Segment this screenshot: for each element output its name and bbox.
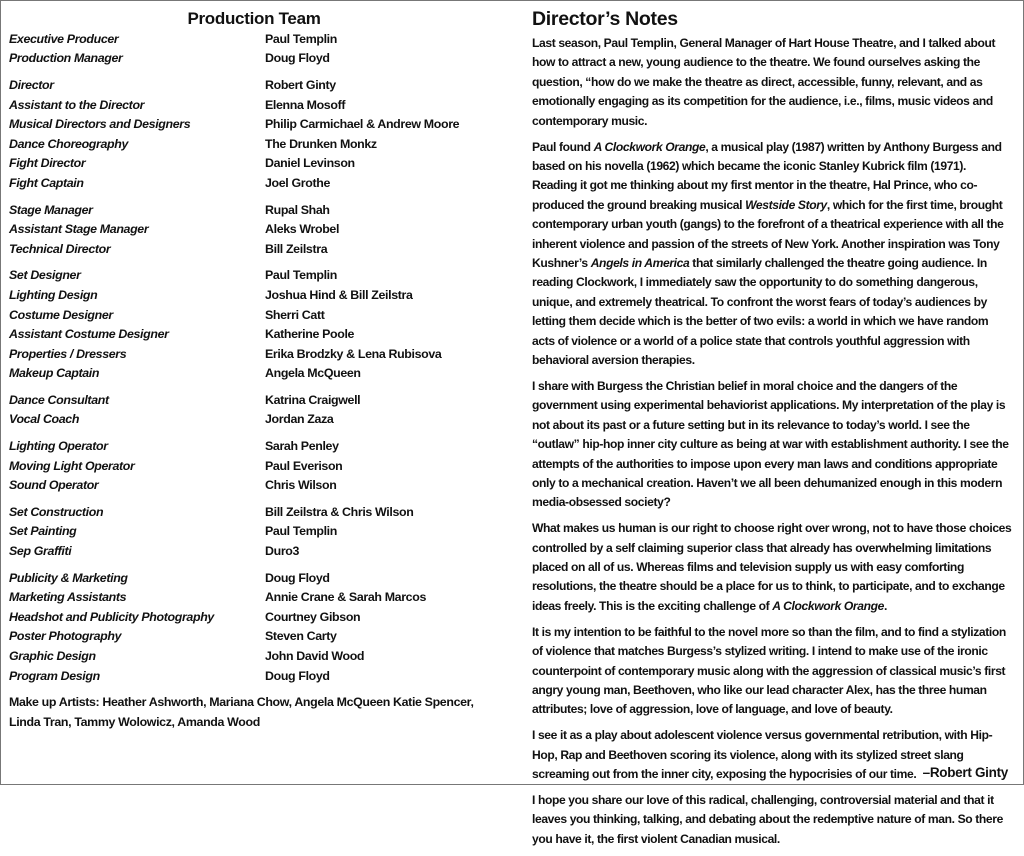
credit-group bbox=[9, 502, 479, 561]
notes-paragraph bbox=[532, 34, 1012, 131]
credit-role: Lighting Operator bbox=[9, 439, 108, 454]
credit-name: Paul Templin bbox=[265, 268, 337, 283]
credit-row bbox=[9, 285, 479, 305]
credit-group bbox=[9, 75, 479, 193]
credit-group bbox=[9, 568, 479, 686]
credit-role: Fight Captain bbox=[9, 175, 84, 190]
credit-role: Costume Designer bbox=[9, 307, 113, 322]
text-run: I hope you share our love of this radical, challenging, controversial material and that it leaves you thinking, talking, and debating about the redemptive nature of man. So there you have it, the first violent Canadian musical. bbox=[532, 793, 1003, 846]
credit-name: Bill Zeilstra & Chris Wilson bbox=[265, 504, 414, 519]
credit-name: Paul Templin bbox=[265, 31, 337, 46]
credit-name: Steven Carty bbox=[265, 629, 337, 644]
credit-row bbox=[9, 436, 479, 456]
credit-name: Katrina Craigwell bbox=[265, 392, 361, 407]
credit-name: Daniel Levinson bbox=[265, 156, 355, 171]
credit-role: Set Painting bbox=[9, 524, 77, 539]
credit-name: Duro3 bbox=[265, 544, 300, 559]
credit-row bbox=[9, 541, 479, 561]
text-run: , which for the first time, brought contemporary urban youth (gangs) to the forefront of a theatrical experience with all the inherent violence and passion of the streets of New York. Another inspiration was Tony Kushner’s bbox=[532, 197, 1004, 270]
credit-role: Set Designer bbox=[9, 268, 81, 283]
credit-role: Poster Photography bbox=[9, 629, 122, 644]
credit-role: Dance Consultant bbox=[9, 392, 109, 407]
credit-row bbox=[9, 587, 479, 607]
notes-paragraph bbox=[532, 519, 1012, 616]
credit-row bbox=[9, 134, 479, 154]
credit-name: Elenna Mosoff bbox=[265, 97, 346, 112]
credit-role: Headshot and Publicity Photography bbox=[9, 609, 214, 624]
text-run: . bbox=[883, 598, 887, 613]
credit-role: Vocal Coach bbox=[9, 412, 80, 427]
credit-name: John David Wood bbox=[265, 649, 365, 664]
italic-title: A Clockwork Orange bbox=[772, 598, 884, 613]
credit-role: Dance Choreography bbox=[9, 136, 129, 151]
credit-name: Chris Wilson bbox=[265, 478, 337, 493]
credit-role: Director bbox=[9, 77, 54, 92]
credit-row bbox=[9, 344, 479, 364]
credit-row bbox=[9, 173, 479, 193]
credit-name: Paul Templin bbox=[265, 524, 337, 539]
credit-name: Doug Floyd bbox=[265, 668, 330, 683]
credit-name: Angela McQueen bbox=[265, 366, 361, 381]
credit-role: Stage Manager bbox=[9, 202, 93, 217]
credit-name: Doug Floyd bbox=[265, 570, 330, 585]
credit-role: Production Manager bbox=[9, 51, 123, 66]
credit-role: Program Design bbox=[9, 668, 100, 683]
credit-role: Technical Director bbox=[9, 241, 111, 256]
credit-row bbox=[9, 502, 479, 522]
credit-role: Executive Producer bbox=[9, 31, 119, 46]
credit-name: Katherine Poole bbox=[265, 327, 355, 342]
credit-row bbox=[9, 475, 479, 495]
credit-role: Sound Operator bbox=[9, 478, 99, 493]
credit-name: Annie Crane & Sarah Marcos bbox=[265, 590, 426, 605]
text-run: Last season, Paul Templin, General Manager of Hart House Theatre, and I talked about how to attract a new, young audience to the theatre. We found ourselves asking the question, “how do we make the theatre as direct, accessible, funny, relevant, and as emotionally engaging as its competition for the audience, i.e., films, music videos and contemporary music. bbox=[532, 36, 996, 128]
text-run: that similarly challenged the theatre going audience. In reading Clockwork, I immediately saw the opportunity to do something dangerous, unique, and extremely theatrical. To confront the worst fears of today’s audiences by letting them decide which is the better of two evils: a world in which we have random acts of violence or a world of a police state that controls youthful aggression with behavioral aversion therapies. bbox=[532, 255, 989, 367]
directors-notes-body bbox=[532, 34, 1012, 849]
credit-name: Aleks Wrobel bbox=[265, 222, 340, 237]
credit-row bbox=[9, 154, 479, 174]
credit-group bbox=[9, 29, 479, 68]
credit-role: Assistant to the Director bbox=[9, 97, 145, 112]
credit-role: Publicity & Marketing bbox=[9, 570, 128, 585]
credit-row bbox=[9, 114, 479, 134]
credits-list bbox=[9, 29, 479, 685]
credit-role: Lighting Design bbox=[9, 287, 98, 302]
credit-name: Courtney Gibson bbox=[265, 609, 361, 624]
credit-row bbox=[9, 49, 479, 69]
credit-name: Rupal Shah bbox=[265, 202, 330, 217]
credit-row bbox=[9, 324, 479, 344]
text-run: , a musical play (1987) written by Anthony Burgess and based on his novella (1962) which became the iconic Stanley Kubrick film (1971). Reading it got me thinking about my first mentor in the theatre, Hal Prince, who co-produced the ground breaking musical bbox=[532, 139, 1002, 212]
credit-row bbox=[9, 522, 479, 542]
directors-notes-title: Director’s Notes bbox=[532, 8, 678, 30]
notes-paragraph bbox=[532, 623, 1012, 720]
credit-name: Paul Everison bbox=[265, 458, 343, 473]
credit-name: Bill Zeilstra bbox=[265, 241, 328, 256]
notes-paragraph bbox=[532, 791, 1012, 849]
credit-row bbox=[9, 666, 479, 686]
credit-role: Assistant Costume Designer bbox=[9, 327, 169, 342]
production-team-column bbox=[9, 1, 479, 732]
credit-row bbox=[9, 390, 479, 410]
credit-name: Joel Grothe bbox=[265, 175, 331, 190]
credit-row bbox=[9, 305, 479, 325]
credit-name: Sarah Penley bbox=[265, 439, 339, 454]
credit-name: Robert Ginty bbox=[265, 77, 336, 92]
credit-role: Makeup Captain bbox=[9, 366, 100, 381]
credit-group bbox=[9, 266, 479, 384]
credit-role: Sep Graffiti bbox=[9, 544, 72, 559]
credit-name: Joshua Hind & Bill Zeilstra bbox=[265, 287, 413, 302]
credit-name: Doug Floyd bbox=[265, 51, 330, 66]
credit-group bbox=[9, 436, 479, 495]
credit-role: Set Construction bbox=[9, 504, 104, 519]
credit-row bbox=[9, 29, 479, 49]
credit-row bbox=[9, 75, 479, 95]
credit-role: Moving Light Operator bbox=[9, 458, 135, 473]
credit-name: Philip Carmichael & Andrew Moore bbox=[265, 117, 460, 132]
signature: –Robert Ginty bbox=[922, 765, 1008, 780]
credit-row bbox=[9, 410, 479, 430]
credit-name: Jordan Zaza bbox=[265, 412, 334, 427]
credit-row bbox=[9, 646, 479, 666]
text-run: I share with Burgess the Christian belief in moral choice and the dangers of the government using experimental behaviorist applications. My interpretation of the play is not about its past or a future setting but in its relevance to today’s world. I see the “outlaw” hip-hop inner city culture as being at war with establishment authority. I see the attempts of the authorities to impose upon every man laws and conditions appropriate only to a mechanical creation. Haven’t we all been dehumanized enough in this modern media-obsessed society? bbox=[532, 378, 1009, 510]
credit-row bbox=[9, 456, 479, 476]
credit-row bbox=[9, 568, 479, 588]
credit-role: Marketing Assistants bbox=[9, 590, 127, 605]
text-run: I see it as a play about adolescent violence versus governmental retribution, with Hip-Hop, Rap and Beethoven scoring its violence, along with its stylized street slang screaming out from the inner city, exposing the hypocrisies of our time. bbox=[532, 728, 993, 782]
text-run: It is my intention to be faithful to the novel more so than the film, and to find a stylization of violence that matches Burgess’s stylized writing. I intend to make use of the ironic counterpoint of contemporary music along with the aggression of classical music’s first angry young man, Beethoven, who like our lead character Alex, has the three human attributes; love of aggression, love of language, and love of beauty. bbox=[532, 624, 1006, 717]
text-run: What makes us human is our right to choose right over wrong, not to have those choices controlled by a self claiming superior class that already has overwhelming limitations placed on all of us. Whereas films and television supply us with easy comforting resolutions, the theatre should be a place for us to think, to participate, and to exchange ideas freely. This is the exciting challenge of bbox=[532, 521, 1012, 613]
credit-row bbox=[9, 607, 479, 627]
notes-paragraph bbox=[532, 377, 1012, 513]
credit-row bbox=[9, 364, 479, 384]
credit-row bbox=[9, 219, 479, 239]
production-team-title: Production Team bbox=[187, 9, 321, 28]
italic-title: Westside Story bbox=[745, 197, 827, 212]
credit-role: Properties / Dressers bbox=[9, 346, 127, 361]
directors-notes-column bbox=[532, 1, 1012, 856]
credit-name: Sherri Catt bbox=[265, 307, 325, 322]
credit-role: Graphic Design bbox=[9, 649, 96, 664]
credit-name: Erika Brodzky & Lena Rubisova bbox=[265, 346, 442, 361]
italic-title: Angels in America bbox=[590, 255, 690, 270]
credit-group bbox=[9, 390, 479, 429]
credit-name: The Drunken Monkz bbox=[265, 136, 377, 151]
credit-row bbox=[9, 200, 479, 220]
notes-paragraph bbox=[532, 138, 1012, 371]
credit-row bbox=[9, 627, 479, 647]
credit-role: Assistant Stage Manager bbox=[9, 222, 149, 237]
credit-row bbox=[9, 266, 479, 286]
credit-group bbox=[9, 200, 479, 259]
credit-row bbox=[9, 239, 479, 259]
credit-role: Fight Director bbox=[9, 156, 86, 171]
credit-role: Musical Directors and Designers bbox=[9, 117, 191, 132]
makeup-artists-credit: Make up Artists: Heather Ashworth, Mariana Chow, Angela McQueen Katie Spencer, Linda Tran, Tammy Wolowicz, Amanda Wood bbox=[9, 695, 474, 729]
credit-row bbox=[9, 95, 479, 115]
text-run: Paul found bbox=[532, 139, 594, 154]
italic-title: A Clockwork Orange bbox=[593, 139, 706, 154]
